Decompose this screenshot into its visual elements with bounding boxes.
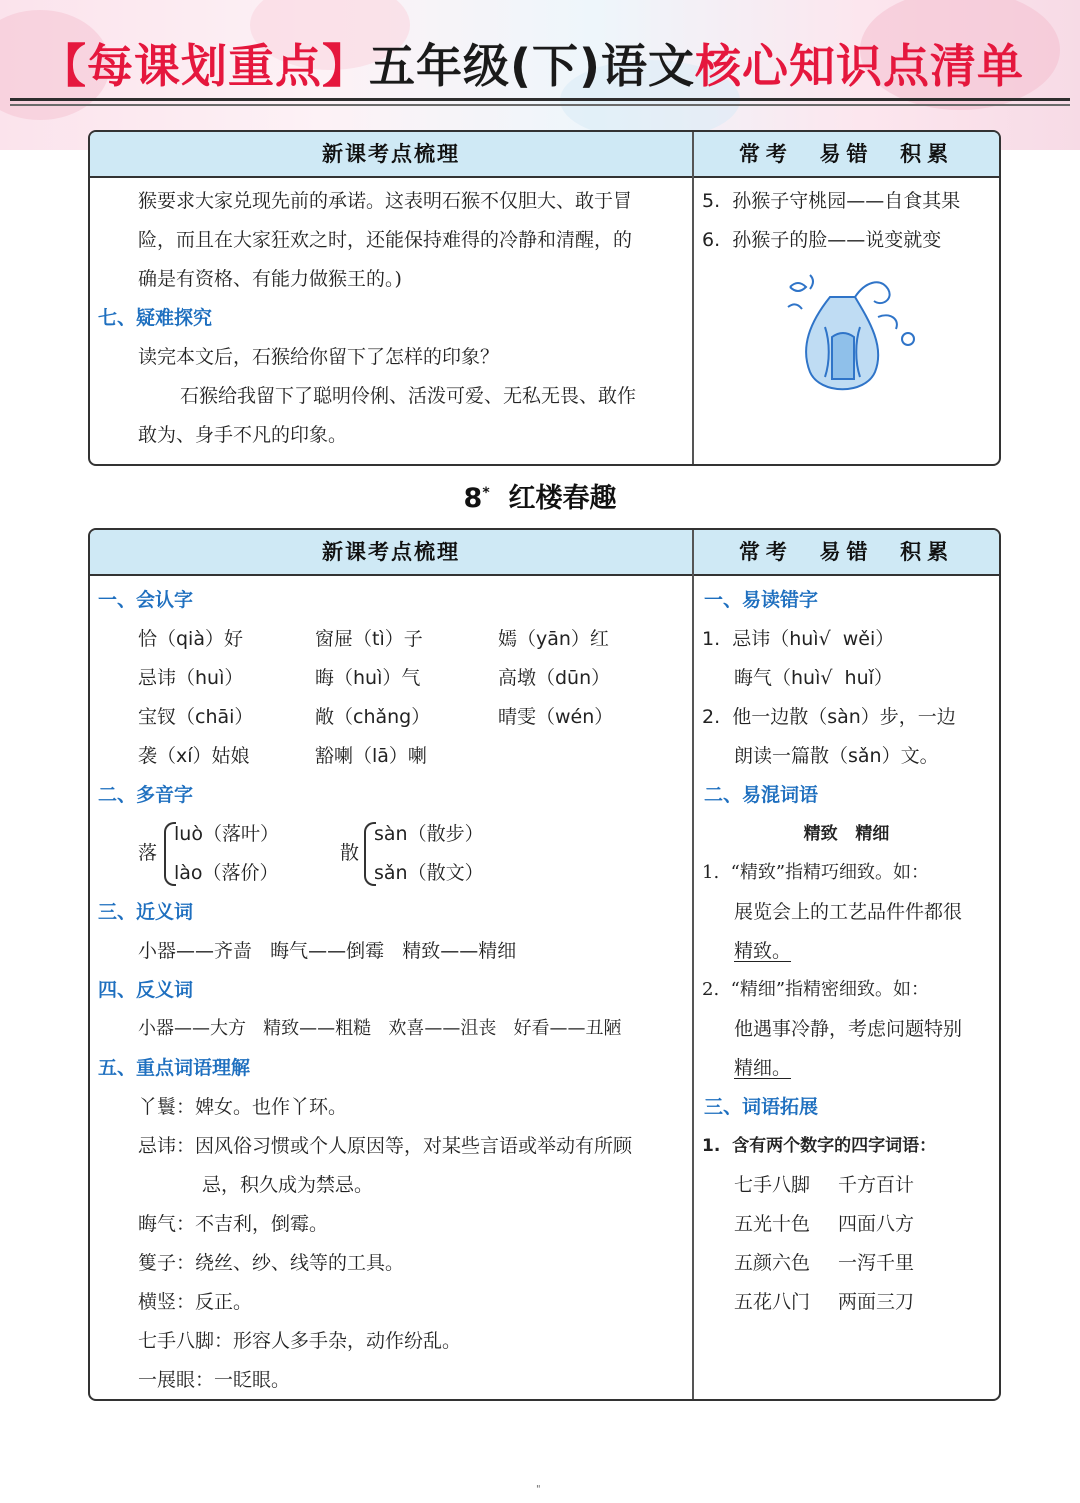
lesson-name: 红楼春趣 <box>508 483 617 514</box>
section-heading: 一、会认字 <box>98 589 194 611</box>
question-text: 读完本文后，石猴给你留下了怎样的印象？ <box>138 346 500 368</box>
misread-item: 2. 他一边散（sàn）步，一边 <box>702 706 956 728</box>
definition: 七手八脚：形容人多手杂，动作纷乱。 <box>138 1330 462 1352</box>
section-heading: 七、疑难探究 <box>98 307 213 329</box>
confusable-line: 2. “精细”指精密细致。如： <box>702 979 930 1000</box>
idiom: 一泻千里 <box>838 1252 915 1274</box>
poly-reading: lào（落价） <box>174 862 279 884</box>
title-rule <box>10 98 1070 101</box>
footer-mark: " <box>536 1484 541 1495</box>
confusable-line: 他遇事冷静，考虑问题特别 <box>734 1018 963 1040</box>
top-panel-header <box>90 132 999 178</box>
top-left-header: 新课考点梳理 <box>322 142 460 166</box>
page-title <box>40 36 1024 96</box>
synonyms-line: 小器——齐啬 晦气——倒霉 精致——精细 <box>138 940 517 962</box>
char-item: 恰（qià）好 <box>138 628 243 650</box>
main-left-header: 新课考点梳理 <box>322 540 460 564</box>
text-line: 确是有资格、有能力做猴王的。) <box>138 268 402 290</box>
definition: 丫鬟：婢女。也作丫环。 <box>138 1096 348 1118</box>
char-item: 嫣（yān）红 <box>498 628 609 650</box>
definition: 晦气：不吉利，倒霉。 <box>138 1213 329 1235</box>
confusable-line: 精细。 <box>734 1057 792 1079</box>
main-right-header: 常考 易错 积累 <box>738 540 955 564</box>
lesson-number: 8 <box>463 483 483 514</box>
poly-char: 落 <box>138 842 158 864</box>
section-heading: 五、重点词语理解 <box>98 1057 251 1079</box>
misread-item: 晦气（huì√ huǐ） <box>734 667 893 689</box>
idiom: 千方百计 <box>838 1174 915 1196</box>
char-item: 敞（chǎng） <box>315 706 431 728</box>
confusable-line: 精致。 <box>734 940 792 962</box>
definition: 横竖：反正。 <box>138 1291 253 1313</box>
title-part1: 【每课划重点】 <box>40 39 369 93</box>
title-rule-thin <box>10 104 1070 106</box>
list-item: 5. 孙猴子守桃园——自食其果 <box>702 190 961 212</box>
answer-text: 敢为、身手不凡的印象。 <box>138 424 348 446</box>
idiom: 五光十色 <box>734 1213 811 1235</box>
char-item: 宝钗（chāi） <box>138 706 254 728</box>
list-item: 6. 孙猴子的脸——说变就变 <box>702 229 942 251</box>
char-item: 高墩（dūn） <box>498 667 611 689</box>
column-divider <box>692 530 694 1399</box>
title-part3: 核心知识点清单 <box>695 39 1025 93</box>
char-item: 窗屉（tì）子 <box>315 628 423 650</box>
poly-reading: sàn（散步） <box>374 823 484 845</box>
confusable-line: 1. “精致”指精巧细致。如： <box>702 862 930 883</box>
lesson-title <box>0 476 1080 515</box>
column-divider <box>692 132 694 464</box>
idiom: 五花八门 <box>734 1291 811 1313</box>
top-right-header: 常考 易错 积累 <box>738 142 955 166</box>
char-item: 晴雯（wén） <box>498 706 614 728</box>
text-line: 猴要求大家兑现先前的承诺。这表明石猴不仅胆大、敢于冒 <box>138 190 633 212</box>
idiom: 七手八脚 <box>734 1174 811 1196</box>
poly-reading: sǎn（散文） <box>374 862 484 884</box>
misread-item: 朗读一篇散（sǎn）文。 <box>734 745 939 767</box>
poly-char: 散 <box>340 842 360 864</box>
idiom: 两面三刀 <box>838 1291 915 1313</box>
char-item: 豁喇（lā）喇 <box>315 745 427 767</box>
main-panel <box>88 528 1001 1401</box>
idiom: 五颜六色 <box>734 1252 811 1274</box>
section-heading: 三、词语拓展 <box>704 1096 819 1118</box>
char-item: 忌讳（huì） <box>138 667 244 689</box>
antonyms-line: 小器——大方 精致——粗糙 欢喜——沮丧 好看——丑陋 <box>138 1018 622 1039</box>
extension-title: 1. 含有两个数字的四字词语： <box>702 1136 937 1156</box>
lesson-mark: * <box>482 485 490 501</box>
poly-reading: luò（落叶） <box>174 823 279 845</box>
section-heading: 四、反义词 <box>98 979 194 1001</box>
char-item: 袭（xí）姑娘 <box>138 745 250 767</box>
section-heading: 二、易混词语 <box>704 784 819 806</box>
vase-illustration-icon <box>770 267 920 402</box>
title-banner <box>0 0 1080 150</box>
definition: 忌讳：因风俗习惯或个人原因等，对某些言语或举动有所顾 <box>138 1135 633 1157</box>
section-heading: 二、多音字 <box>98 784 194 806</box>
section-heading: 一、易读错字 <box>704 589 819 611</box>
misread-item: 1. 忌讳（huì√ wěi） <box>702 628 895 650</box>
title-part2: 五年级(下)语文 <box>369 39 696 93</box>
answer-text: 石猴给我留下了聪明伶俐、活泼可爱、无私无畏、敢作 <box>180 385 637 407</box>
top-panel <box>88 130 1001 466</box>
definition: 忌，积久成为禁忌。 <box>202 1174 374 1196</box>
main-panel-header <box>90 530 999 576</box>
definition: 篗子：绕丝、纱、线等的工具。 <box>138 1252 405 1274</box>
confusable-pair: 精致 精细 <box>803 824 890 844</box>
text-line: 险，而且在大家狂欢之时，还能保持难得的冷静和清醒，的 <box>138 229 633 251</box>
char-item: 晦（huì）气 <box>315 667 421 689</box>
confusable-line: 展览会上的工艺品件件都很 <box>734 901 963 923</box>
section-heading: 三、近义词 <box>98 901 194 923</box>
idiom: 四面八方 <box>838 1213 915 1235</box>
definition: 一展眼：一眨眼。 <box>138 1369 291 1391</box>
